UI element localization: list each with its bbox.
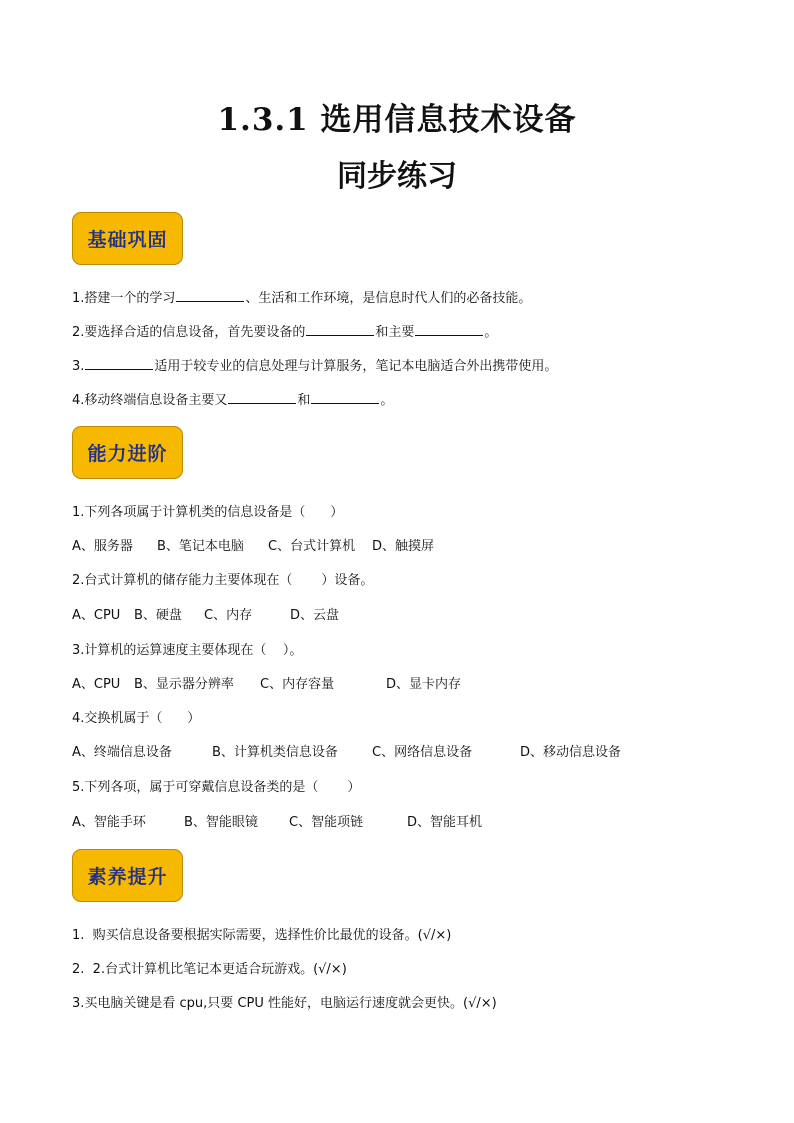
question-text: 和 bbox=[297, 393, 311, 408]
answer-blank bbox=[311, 391, 379, 404]
answer-blank bbox=[415, 323, 483, 336]
option-d: D、云盘 bbox=[290, 608, 340, 623]
option-c: C、台式计算机 bbox=[268, 539, 356, 554]
option-b: B、硬盘 bbox=[134, 608, 182, 623]
page-title: 1.3.1 选用信息技术设备 bbox=[217, 102, 577, 138]
option-d: D、触摸屏 bbox=[372, 539, 435, 554]
section-badge-basic bbox=[72, 212, 183, 265]
question-text: 4.移动终端信息设备主要又 bbox=[72, 393, 228, 408]
question-judge-2: 2. 2.台式计算机比笔记本更适合玩游戏。(√/×) bbox=[72, 962, 347, 977]
answer-blank bbox=[176, 289, 244, 302]
question-choice-4: 4.交换机属于（ ） bbox=[72, 711, 201, 726]
question-judge-1: 1. 购买信息设备要根据实际需要，选择性价比最优的设备。(√/×) bbox=[72, 928, 452, 943]
question-text: 适用于较专业的信息处理与计算服务，笔记本电脑适合外出携带使用。 bbox=[154, 359, 558, 374]
question-text: 2.要选择合适的信息设备，首先要设备的 bbox=[72, 325, 306, 340]
page-subtitle: 同步练习 bbox=[337, 159, 457, 194]
option-c: C、智能项链 bbox=[289, 815, 364, 830]
section-badge-literacy bbox=[72, 849, 183, 902]
option-a: A、CPU bbox=[72, 677, 121, 692]
question-text: 。 bbox=[484, 325, 498, 340]
question-judge-3: 3.买电脑关键是看 cpu,只要 CPU 性能好，电脑运行速度就会更快。(√/×) bbox=[72, 996, 497, 1011]
section-label: 能力进阶 bbox=[87, 443, 168, 465]
option-b: B、智能眼镜 bbox=[184, 815, 258, 830]
question-choice-1: 1.下列各项属于计算机类的信息设备是（ ） bbox=[72, 505, 344, 520]
question-fill-1 bbox=[72, 287, 531, 306]
section-badge-advanced bbox=[72, 426, 183, 479]
option-a: A、CPU bbox=[72, 608, 121, 623]
question-text: 、生活和工作环境，是信息时代人们的必备技能。 bbox=[245, 291, 532, 306]
option-a: A、终端信息设备 bbox=[72, 745, 172, 760]
question-text: 1.搭建一个的学习 bbox=[72, 291, 176, 306]
option-d: D、显卡内存 bbox=[386, 677, 462, 692]
question-fill-4 bbox=[72, 389, 393, 408]
answer-blank bbox=[85, 357, 153, 370]
question-text: 和主要 bbox=[375, 325, 415, 340]
option-c: C、网络信息设备 bbox=[372, 745, 473, 760]
option-b: B、计算机类信息设备 bbox=[212, 745, 338, 760]
question-choice-5: 5.下列各项，属于可穿戴信息设备类的是（ ） bbox=[72, 780, 361, 795]
option-a: A、智能手环 bbox=[72, 815, 146, 830]
question-text: 。 bbox=[380, 393, 394, 408]
question-fill-2 bbox=[72, 321, 497, 340]
option-d: D、移动信息设备 bbox=[520, 745, 622, 760]
option-c: C、内存容量 bbox=[260, 677, 335, 692]
section-label: 素养提升 bbox=[87, 866, 168, 888]
section-label: 基础巩固 bbox=[87, 229, 168, 251]
option-b: B、显示器分辨率 bbox=[134, 677, 234, 692]
option-d: D、智能耳机 bbox=[407, 815, 483, 830]
question-choice-3: 3.计算机的运算速度主要体现在（ ）。 bbox=[72, 643, 303, 658]
question-fill-3 bbox=[72, 355, 557, 374]
question-text: 3. bbox=[72, 359, 85, 374]
option-a: A、服务器 bbox=[72, 539, 133, 554]
answer-blank bbox=[306, 323, 374, 336]
option-b: B、笔记本电脑 bbox=[157, 539, 244, 554]
option-c: C、内存 bbox=[204, 608, 253, 623]
question-choice-2: 2.台式计算机的储存能力主要体现在（ ）设备。 bbox=[72, 573, 374, 588]
answer-blank bbox=[228, 391, 296, 404]
